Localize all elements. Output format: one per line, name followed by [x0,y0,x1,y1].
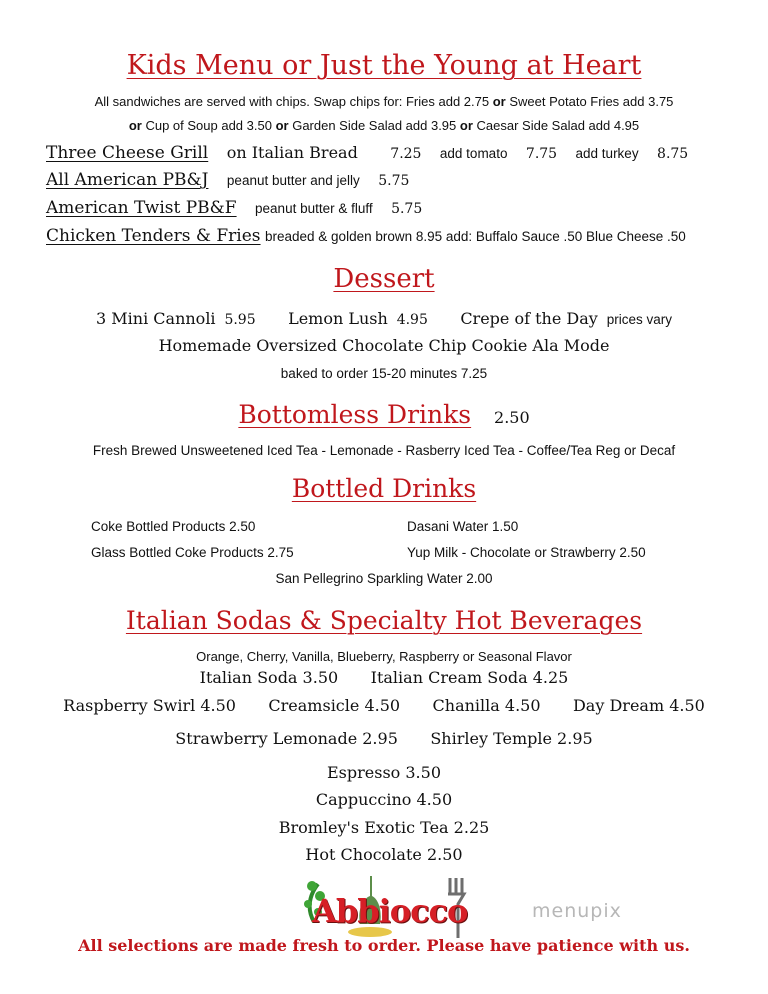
swap-fries: All sandwiches are served with chips. Swap chips for: Fries add 2.75 [94,94,490,109]
item-name: Chicken Tenders & Fries [46,226,261,246]
dessert-price: prices vary [606,312,672,327]
hot-espresso: Espresso 3.50 [326,763,441,782]
dessert-name: Lemon Lush [288,309,388,328]
dessert-cookie-note: baked to order 15-20 minutes 7.25 [280,366,488,381]
soda-item: Shirley Temple 2.95 [430,729,593,748]
kids-item-pbf [46,198,422,218]
kids-swap-note-1 [0,94,768,109]
hot-chocolate: Hot Chocolate 2.50 [305,845,463,864]
or-label: or [275,118,289,133]
bottomless-line: Fresh Brewed Unsweetened Iced Tea - Lemonade - Rasberry Iced Tea - Coffee/Tea Reg or Decaf [92,443,676,458]
item-price: 7.25 [390,146,422,162]
item-name: Three Cheese Grill [46,143,209,163]
item-extra-price: 7.75 [525,146,558,162]
item-name: All American PB&J [46,170,209,190]
swap-caesar-salad: Caesar Side Salad add 4.95 [476,118,640,133]
abbiocco-logo [300,874,480,944]
footer-note: All selections are made fresh to order. Please have patience with us. [78,936,690,955]
kids-item-chicken-tenders [46,226,686,246]
soda-item: Italian Soda 3.50 [199,668,339,687]
menupix-watermark: menupix [532,900,622,922]
sodas-line-3 [0,729,768,749]
bottled-left-1: Coke Bottled Products 2.50 [91,519,256,534]
bottomless-title: Bottomless Drinks [238,400,472,429]
item-desc: peanut butter & fluff [255,201,373,216]
item-desc: breaded & golden brown 8.95 add: Buffalo Sauce .50 Blue Cheese .50 [265,229,686,244]
dessert-price: 4.95 [396,312,428,328]
item-price: 5.75 [378,173,410,189]
item-desc: peanut butter and jelly [226,173,360,188]
or-label: or [492,94,506,109]
kids-item-three-cheese [46,143,688,163]
kids-swap-note-2 [0,118,768,133]
soda-item: Italian Cream Soda 4.25 [370,668,569,687]
sodas-line-1 [0,668,768,688]
bottomless-header [0,400,768,429]
logo-text: Abbiocco [312,892,468,930]
dessert-name: Crepe of the Day [460,309,598,328]
soda-item: Strawberry Lemonade 2.95 [175,729,398,748]
kids-item-pbj [46,170,409,190]
dessert-price: 5.95 [224,312,256,328]
bottled-center: San Pellegrino Sparkling Water 2.00 [275,571,493,586]
hot-cappuccino: Cappuccino 4.50 [315,790,453,809]
bottomless-price: 2.50 [494,408,530,427]
or-label: or [128,118,142,133]
sodas-flavors: Orange, Cherry, Vanilla, Blueberry, Raspberry or Seasonal Flavor [196,649,572,664]
sodas-title: Italian Sodas & Specialty Hot Beverages [125,606,643,635]
dessert-line-1 [0,309,768,329]
swap-soup: Cup of Soup add 3.50 [145,118,272,133]
item-extra-price: 8.75 [657,146,689,162]
bottled-left-2: Glass Bottled Coke Products 2.75 [91,545,294,560]
item-desc: on Italian Bread [226,143,358,162]
dessert-name: 3 Mini Cannoli [96,309,216,328]
item-extra: add turkey [575,146,639,161]
bottled-title: Bottled Drinks [291,474,477,503]
swap-sweet-potato: Sweet Potato Fries add 3.75 [509,94,674,109]
item-name: American Twist PB&F [46,198,237,218]
soda-item: Day Dream 4.50 [572,696,705,715]
bottled-right-2: Yup Milk - Chocolate or Strawberry 2.50 [407,545,646,560]
swap-garden-salad: Garden Side Salad add 3.95 [292,118,457,133]
soda-item: Creamsicle 4.50 [268,696,401,715]
item-price: 5.75 [391,201,423,217]
kids-title: Kids Menu or Just the Young at Heart [126,50,642,81]
sodas-line-2 [0,696,768,716]
bottled-right-1: Dasani Water 1.50 [407,519,519,534]
dessert-cookie: Homemade Oversized Chocolate Chip Cookie Ala Mode [158,336,610,355]
hot-tea: Bromley's Exotic Tea 2.25 [278,818,490,837]
soda-item: Raspberry Swirl 4.50 [63,696,236,715]
dessert-title: Dessert [333,264,435,294]
soda-item: Chanilla 4.50 [432,696,541,715]
item-extra: add tomato [439,146,508,161]
or-label: or [459,118,473,133]
